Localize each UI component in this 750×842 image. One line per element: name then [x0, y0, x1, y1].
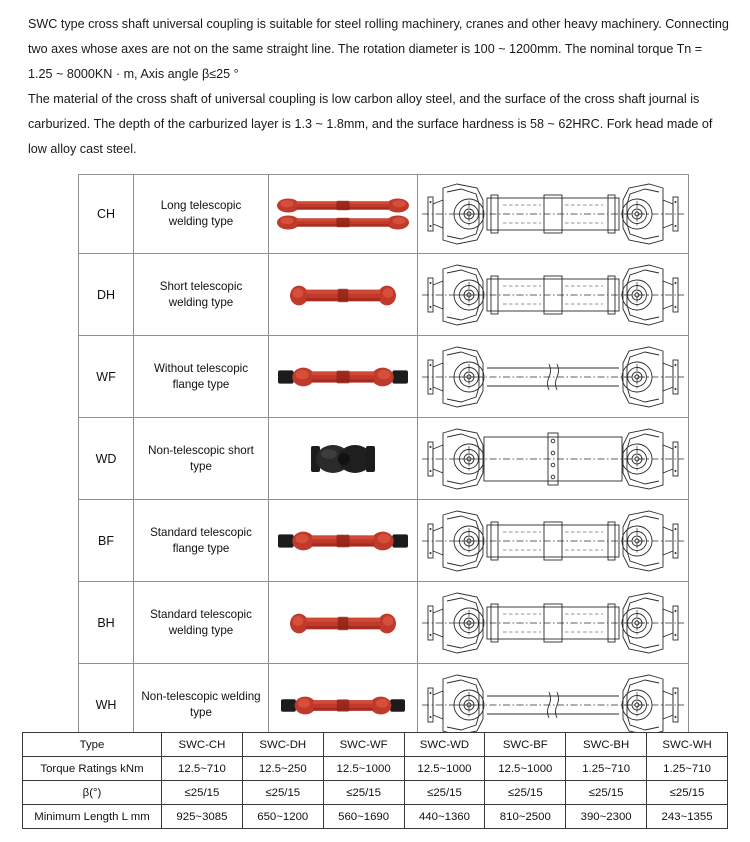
intro-paragraph-2: The material of the cross shaft of universal coupling is low carbon alloy steel, and the surface of the cross shaft journal is carburized. The depth of the carburized layer is 1.3 ~ 1.8mm, and the surface hardness is 58 ~ 62HRC. Fork head made of low alloy cast steel. [28, 92, 713, 156]
spec-value-cell: 12.5~250 [242, 757, 323, 781]
coupling-photo-icon [269, 606, 417, 640]
product-type-row [79, 254, 689, 336]
product-type-table [78, 174, 689, 746]
spec-value-cell: 810~2500 [485, 805, 566, 829]
product-drawing-cell [418, 336, 689, 418]
product-description-cell: Non-telescopic short type [134, 418, 269, 500]
spec-column-header: SWC-WD [404, 733, 485, 757]
technical-drawing-icon [418, 341, 688, 413]
spec-value-cell: 925~3085 [162, 805, 243, 829]
product-drawing-cell [418, 418, 689, 500]
product-description-cell: Without telescopic flange type [134, 336, 269, 418]
technical-drawing-icon [418, 505, 688, 577]
spec-row [23, 757, 728, 781]
product-code-cell: WF [79, 336, 134, 418]
product-description-cell: Short telescopic welding type [134, 254, 269, 336]
intro-text-block [0, 0, 750, 162]
spec-column-header: SWC-DH [242, 733, 323, 757]
product-photo-cell [269, 336, 418, 418]
technical-drawing-icon [418, 178, 688, 250]
spec-column-header: SWC-BF [485, 733, 566, 757]
product-photo-cell [269, 254, 418, 336]
product-type-row [79, 418, 689, 500]
product-code-cell: WD [79, 418, 134, 500]
spec-row [23, 805, 728, 829]
coupling-photo-icon [269, 442, 417, 476]
product-drawing-cell [418, 175, 689, 254]
product-code-cell: WH [79, 664, 134, 746]
specification-table-container [22, 732, 728, 829]
product-description-cell: Non-telescopic welding type [134, 664, 269, 746]
technical-drawing-icon [418, 587, 688, 659]
coupling-photo-icon [269, 197, 417, 231]
spec-value-cell: ≤25/15 [242, 781, 323, 805]
spec-value-cell: 1.25~710 [647, 757, 728, 781]
spec-value-cell: 12.5~1000 [323, 757, 404, 781]
technical-drawing-icon [418, 423, 688, 495]
spec-value-cell: 440~1360 [404, 805, 485, 829]
product-photo-cell [269, 175, 418, 254]
spec-value-cell: 650~1200 [242, 805, 323, 829]
spec-column-header: SWC-WH [647, 733, 728, 757]
product-type-row [79, 582, 689, 664]
coupling-photo-icon [269, 360, 417, 394]
specification-table [22, 732, 728, 829]
product-code-cell: BF [79, 500, 134, 582]
spec-row [23, 733, 728, 757]
intro-paragraph-1: SWC type cross shaft universal coupling is suitable for steel rolling machinery, cranes and other heavy machinery. Connecting two axes whose axes are not on the same straight line. The rotation diameter is 100 ~ 1200mm. The nominal torque Tn = 1.25 ~ 8000KN · m, Axis angle β≤25 ° [28, 17, 729, 81]
spec-row [23, 781, 728, 805]
spec-column-header: SWC-CH [162, 733, 243, 757]
product-code-cell: BH [79, 582, 134, 664]
product-code-cell: DH [79, 254, 134, 336]
technical-drawing-icon [418, 669, 688, 741]
product-description-cell: Standard telescopic flange type [134, 500, 269, 582]
spec-value-cell: ≤25/15 [323, 781, 404, 805]
spec-value-cell: 560~1690 [323, 805, 404, 829]
product-type-table-body [79, 175, 689, 746]
coupling-photo-icon [269, 278, 417, 312]
spec-row-label: Torque Ratings kNm [23, 757, 162, 781]
product-drawing-cell [418, 500, 689, 582]
spec-value-cell: ≤25/15 [162, 781, 243, 805]
spec-row-label: Minimum Length L mm [23, 805, 162, 829]
product-description-cell: Long telescopic welding type [134, 175, 269, 254]
spec-value-cell: 390~2300 [566, 805, 647, 829]
spec-value-cell: 12.5~1000 [485, 757, 566, 781]
product-type-row [79, 500, 689, 582]
spec-value-cell: ≤25/15 [485, 781, 566, 805]
product-description-cell: Standard telescopic welding type [134, 582, 269, 664]
coupling-photo-icon [269, 688, 417, 722]
spec-value-cell: ≤25/15 [647, 781, 728, 805]
product-drawing-cell [418, 582, 689, 664]
product-code-cell: CH [79, 175, 134, 254]
spec-value-cell: 12.5~1000 [404, 757, 485, 781]
product-type-row [79, 336, 689, 418]
spec-column-header: SWC-WF [323, 733, 404, 757]
spec-row-label: Type [23, 733, 162, 757]
product-photo-cell [269, 582, 418, 664]
product-type-row [79, 175, 689, 254]
product-photo-cell [269, 418, 418, 500]
spec-value-cell: 12.5~710 [162, 757, 243, 781]
spec-column-header: SWC-BH [566, 733, 647, 757]
spec-value-cell: 243~1355 [647, 805, 728, 829]
spec-value-cell: ≤25/15 [566, 781, 647, 805]
technical-drawing-icon [418, 259, 688, 331]
spec-value-cell: ≤25/15 [404, 781, 485, 805]
product-photo-cell [269, 500, 418, 582]
spec-value-cell: 1.25~710 [566, 757, 647, 781]
coupling-photo-icon [269, 524, 417, 558]
specification-table-body [23, 733, 728, 829]
spec-row-label: β(°) [23, 781, 162, 805]
product-drawing-cell [418, 254, 689, 336]
product-type-table-container [78, 174, 672, 746]
